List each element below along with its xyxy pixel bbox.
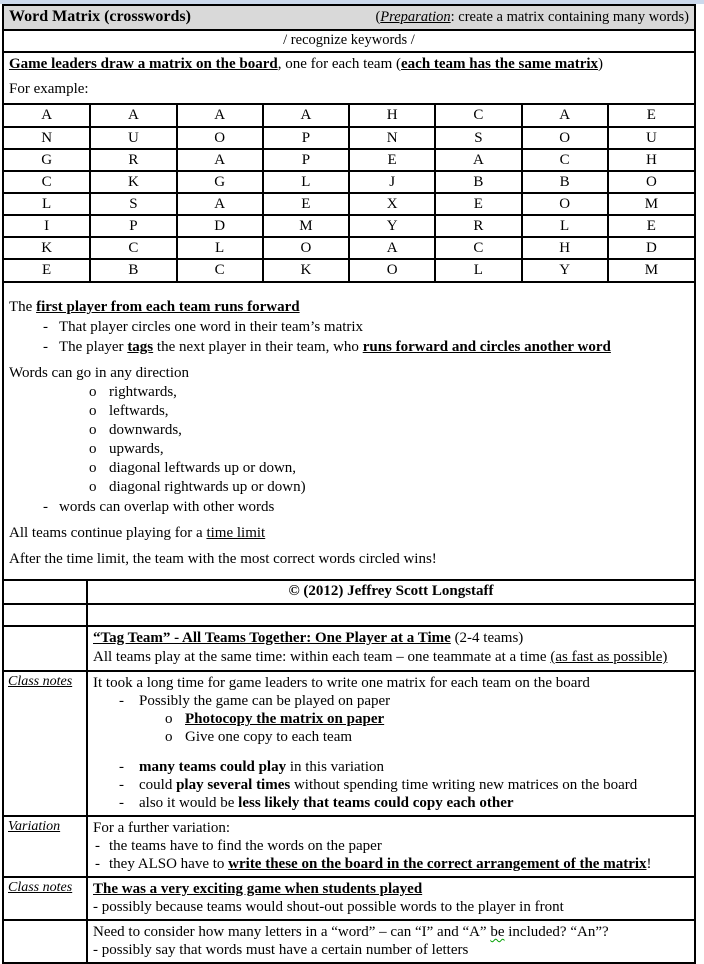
matrix-cell: K bbox=[4, 237, 90, 259]
class-notes-1-row bbox=[4, 672, 694, 817]
note-item-text: the teams have to find the words on the paper bbox=[109, 838, 382, 854]
many-teams-bold: many teams could play bbox=[139, 759, 287, 775]
matrix-row bbox=[4, 105, 694, 283]
matrix-cell: H bbox=[522, 237, 608, 259]
direction-text: upwards, bbox=[109, 441, 164, 457]
variation-content bbox=[88, 817, 694, 876]
winner-line: After the time limit, the team with the most correct words circled wins! bbox=[9, 551, 437, 567]
matrix-cell: A bbox=[90, 105, 176, 127]
matrix-cell: K bbox=[263, 259, 349, 281]
footnote-content bbox=[88, 921, 694, 962]
matrix-table-row bbox=[4, 259, 694, 281]
circle-bullet: o bbox=[89, 441, 97, 457]
note-line: It took a long time for game leaders to write one matrix for each team on the board bbox=[93, 675, 590, 691]
matrix-cell: O bbox=[349, 259, 435, 281]
preparation-note bbox=[375, 9, 689, 26]
note-item bbox=[93, 776, 689, 794]
direction-text: leftwards, bbox=[109, 403, 169, 419]
spacer-label-cell bbox=[4, 605, 88, 625]
matrix-cell: E bbox=[608, 215, 694, 237]
note-item-text bbox=[109, 856, 652, 872]
direction-text: downwards, bbox=[109, 422, 182, 438]
matrix-cell: P bbox=[263, 149, 349, 171]
class-notes-1-content bbox=[88, 672, 694, 815]
several-times-pre: could bbox=[139, 777, 177, 793]
matrix-cell: E bbox=[608, 105, 694, 127]
variation-label: Variation bbox=[8, 819, 61, 834]
matrix-table-row bbox=[4, 149, 694, 171]
matrix-cell: C bbox=[90, 237, 176, 259]
matrix-cell: G bbox=[177, 171, 263, 193]
matrix-cell: B bbox=[435, 171, 521, 193]
matrix-cell: A bbox=[522, 105, 608, 127]
note-line: For a further variation: bbox=[93, 820, 231, 836]
document-header bbox=[4, 6, 694, 31]
intro-section bbox=[4, 53, 694, 105]
tag-team-subline-text: All teams play at the same time: within each team – one teammate at a time bbox=[93, 649, 551, 665]
dash-bullet: - bbox=[119, 777, 124, 793]
matrix-cell: H bbox=[349, 105, 435, 127]
circle-bullet: o bbox=[89, 479, 97, 495]
matrix-cell: X bbox=[349, 193, 435, 215]
spellcheck-word: be bbox=[490, 924, 505, 940]
note-item bbox=[93, 794, 689, 812]
matrix-cell: S bbox=[435, 127, 521, 149]
intro-close: ) bbox=[598, 56, 604, 72]
dash-bullet: - bbox=[95, 856, 100, 872]
matrix-cell: B bbox=[522, 171, 608, 193]
matrix-cell: E bbox=[349, 149, 435, 171]
photocopy-note: Photocopy the matrix on paper bbox=[185, 711, 385, 727]
copyright-line: © (2012) Jeffrey Scott Longstaff bbox=[288, 583, 494, 599]
note-item-text bbox=[139, 795, 514, 811]
dash-bullet: - bbox=[119, 795, 124, 811]
circle-bullet: o bbox=[89, 384, 97, 400]
letter-matrix-body bbox=[4, 105, 694, 281]
matrix-cell: I bbox=[4, 215, 90, 237]
matrix-table-row bbox=[4, 105, 694, 127]
matrix-cell: A bbox=[349, 237, 435, 259]
tag-team-heading: “Tag Team” - All Teams Together: One Player at a Time bbox=[93, 630, 451, 646]
matrix-table-row bbox=[4, 237, 694, 259]
matrix-cell: E bbox=[435, 193, 521, 215]
tag-team-subline bbox=[93, 648, 689, 667]
matrix-cell: A bbox=[4, 105, 90, 127]
tag-team-label-cell bbox=[4, 627, 88, 670]
rules-item-text: words can overlap with other words bbox=[59, 499, 275, 515]
copyright-row bbox=[4, 581, 694, 605]
matrix-cell: L bbox=[522, 215, 608, 237]
matrix-table-row bbox=[4, 215, 694, 237]
copy-other-bold: less likely that teams could copy each other bbox=[238, 795, 514, 811]
matrix-table-row bbox=[4, 193, 694, 215]
tag-team-row bbox=[4, 627, 694, 672]
directions-heading: Words can go in any direction bbox=[9, 365, 189, 381]
tag-team-count: (2-4 teams) bbox=[450, 630, 524, 646]
class-notes-2-row bbox=[4, 878, 694, 921]
class-notes-2-content bbox=[88, 878, 694, 919]
matrix-cell: C bbox=[435, 105, 521, 127]
copyright-label-cell bbox=[4, 581, 88, 603]
matrix-cell: N bbox=[349, 127, 435, 149]
note-item-text bbox=[139, 759, 384, 775]
tags-seg-3: the next player in their team, who bbox=[153, 339, 363, 355]
time-limit-line bbox=[9, 523, 689, 543]
dash-bullet: - bbox=[43, 339, 48, 355]
word-matrix-document bbox=[2, 4, 696, 964]
matrix-cell: C bbox=[522, 149, 608, 171]
tag-team-content bbox=[88, 627, 694, 670]
direction-text: rightwards, bbox=[109, 384, 177, 400]
matrix-cell: M bbox=[608, 259, 694, 281]
matrix-cell: Y bbox=[522, 259, 608, 281]
matrix-cell: O bbox=[522, 193, 608, 215]
rules-item-text bbox=[59, 339, 611, 355]
note-subitem bbox=[93, 710, 689, 728]
rules-heading: first player from each team runs forward bbox=[36, 299, 300, 315]
matrix-cell: O bbox=[263, 237, 349, 259]
note-line bbox=[93, 923, 689, 941]
direction-item bbox=[9, 459, 689, 478]
note-item bbox=[93, 855, 689, 873]
note-item bbox=[93, 692, 689, 710]
matrix-cell: L bbox=[4, 193, 90, 215]
matrix-cell: A bbox=[177, 105, 263, 127]
direction-item bbox=[9, 383, 689, 402]
matrix-cell: P bbox=[90, 215, 176, 237]
matrix-cell: A bbox=[177, 149, 263, 171]
also-write-bold: write these on the board in the correct arrangement of the matrix bbox=[228, 856, 647, 872]
rules-heading-line bbox=[9, 297, 689, 317]
preparation-rest: : create a matrix containing many words) bbox=[450, 8, 689, 25]
rules-item-circle-word bbox=[9, 317, 689, 337]
matrix-cell: A bbox=[263, 105, 349, 127]
rules-lead: The bbox=[9, 299, 37, 315]
matrix-cell: C bbox=[435, 237, 521, 259]
dash-bullet: - bbox=[95, 838, 100, 854]
dash-bullet: - bbox=[119, 693, 124, 709]
exciting-game-heading: The was a very exciting game when students played bbox=[93, 881, 423, 897]
circle-bullet: o bbox=[165, 729, 173, 745]
matrix-cell: L bbox=[435, 259, 521, 281]
circle-bullet: o bbox=[89, 460, 97, 476]
class-notes-label: Class notes bbox=[8, 880, 73, 895]
spacer-content-cell bbox=[88, 605, 694, 625]
matrix-cell: A bbox=[177, 193, 263, 215]
note-item bbox=[93, 837, 689, 855]
matrix-cell: C bbox=[177, 259, 263, 281]
page-title: Word Matrix (crosswords) bbox=[9, 8, 191, 25]
matrix-table-row bbox=[4, 127, 694, 149]
matrix-cell: C bbox=[4, 171, 90, 193]
note-item bbox=[93, 758, 689, 776]
several-times-rest: without spending time writing new matrices on the board bbox=[290, 777, 638, 793]
intro-mid: , one for each team ( bbox=[277, 56, 401, 72]
time-limit-seg-1: All teams continue playing for a bbox=[9, 525, 207, 541]
spacer-row bbox=[4, 605, 694, 627]
note-line: - possibly because teams would shout-out possible words to the player in front bbox=[93, 899, 564, 915]
tags-seg-2: tags bbox=[127, 339, 154, 355]
circle-bullet: o bbox=[89, 403, 97, 419]
matrix-cell: Y bbox=[349, 215, 435, 237]
also-write-end: ! bbox=[646, 856, 652, 872]
class-notes-2-label-cell bbox=[4, 878, 88, 919]
matrix-cell: P bbox=[263, 127, 349, 149]
variation-row bbox=[4, 817, 694, 878]
keywords-subtitle: / recognize keywords / bbox=[4, 31, 694, 53]
dash-bullet: - bbox=[43, 499, 48, 515]
matrix-cell: U bbox=[608, 127, 694, 149]
rules-item-overlap bbox=[9, 497, 689, 517]
intro-bold-2: each team has the same matrix bbox=[401, 56, 599, 72]
matrix-cell: O bbox=[177, 127, 263, 149]
many-teams-rest: in this variation bbox=[286, 759, 384, 775]
matrix-cell: E bbox=[263, 193, 349, 215]
matrix-cell: M bbox=[263, 215, 349, 237]
matrix-cell: O bbox=[608, 171, 694, 193]
matrix-cell: S bbox=[90, 193, 176, 215]
intro-bold-1: Game leaders draw a matrix on the board bbox=[9, 56, 278, 72]
note-line: - possibly say that words must have a certain number of letters bbox=[93, 942, 469, 958]
circle-bullet: o bbox=[165, 711, 173, 727]
matrix-cell: L bbox=[177, 237, 263, 259]
variation-label-cell bbox=[4, 817, 88, 876]
dash-bullet: - bbox=[119, 759, 124, 775]
matrix-cell: O bbox=[522, 127, 608, 149]
matrix-cell: R bbox=[90, 149, 176, 171]
tags-seg-4: runs forward and circles another word bbox=[362, 339, 611, 355]
footnote-row bbox=[4, 921, 694, 962]
footnote-label-cell bbox=[4, 921, 88, 962]
matrix-cell: J bbox=[349, 171, 435, 193]
several-times-bold: play several times bbox=[176, 777, 291, 793]
circle-bullet: o bbox=[89, 422, 97, 438]
preparation-open-paren: ( bbox=[375, 8, 381, 25]
matrix-cell: E bbox=[4, 259, 90, 281]
direction-item bbox=[9, 440, 689, 459]
note-subitem-text: Give one copy to each team bbox=[185, 729, 353, 745]
as-fast-as-possible: (as fast as possible) bbox=[550, 649, 668, 665]
rules-section bbox=[4, 283, 694, 581]
matrix-cell: R bbox=[435, 215, 521, 237]
note-line bbox=[93, 880, 689, 898]
matrix-cell: L bbox=[263, 171, 349, 193]
tag-team-heading-line bbox=[93, 629, 689, 648]
direction-text: diagonal leftwards up or down, bbox=[109, 460, 297, 476]
matrix-cell: D bbox=[608, 237, 694, 259]
preparation-term: Preparation bbox=[380, 8, 451, 25]
note-subitem bbox=[93, 728, 689, 746]
matrix-cell: A bbox=[435, 149, 521, 171]
dash-bullet: - bbox=[43, 319, 48, 335]
matrix-cell: B bbox=[90, 259, 176, 281]
note-item-text bbox=[139, 777, 637, 793]
matrix-cell: K bbox=[90, 171, 176, 193]
matrix-cell: U bbox=[90, 127, 176, 149]
rules-item-text: That player circles one word in their team’s matrix bbox=[59, 319, 364, 335]
direction-item bbox=[9, 421, 689, 440]
matrix-table-row bbox=[4, 171, 694, 193]
matrix-cell: D bbox=[177, 215, 263, 237]
matrix-cell: M bbox=[608, 193, 694, 215]
rules-item-tags bbox=[9, 337, 689, 357]
direction-item bbox=[9, 402, 689, 421]
letter-matrix bbox=[4, 105, 694, 281]
intro-line bbox=[9, 55, 689, 74]
copy-other-pre: also it would be bbox=[139, 795, 239, 811]
class-notes-1-label-cell bbox=[4, 672, 88, 815]
direction-text: diagonal rightwards up or down) bbox=[109, 479, 306, 495]
matrix-cell: H bbox=[608, 149, 694, 171]
matrix-cell: G bbox=[4, 149, 90, 171]
tags-seg-1: The player bbox=[59, 339, 128, 355]
matrix-cell: N bbox=[4, 127, 90, 149]
letters-question-end: included? “An”? bbox=[504, 924, 609, 940]
letters-question-pre: Need to consider how many letters in a “word” – can “I” and “A” bbox=[93, 924, 491, 940]
direction-item bbox=[9, 478, 689, 497]
blank-line bbox=[93, 746, 689, 758]
time-limit-seg-2: time limit bbox=[206, 525, 266, 541]
also-write-pre: they ALSO have to bbox=[109, 856, 229, 872]
note-item-text: Possibly the game can be played on paper bbox=[139, 693, 391, 709]
class-notes-label: Class notes bbox=[8, 674, 73, 689]
example-label: For example: bbox=[9, 81, 89, 97]
